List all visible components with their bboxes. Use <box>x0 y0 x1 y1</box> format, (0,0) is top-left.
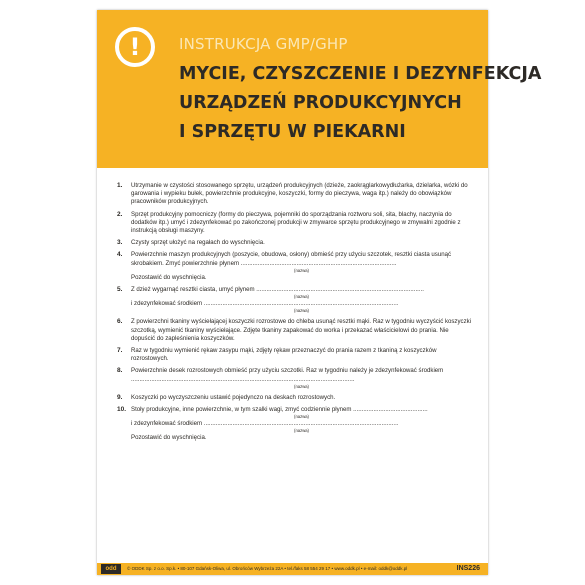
field-hint: (nazwa) <box>294 308 309 314</box>
list-item <box>117 182 472 207</box>
list-item <box>117 251 472 282</box>
item-text: i zdezynfekować środkiem ................................................................................................................... <box>131 300 399 308</box>
item-number: 8. <box>117 367 123 375</box>
item-number: 6. <box>117 318 123 326</box>
item-text: Powierzchnie desek rozrostowych obmieść przy użyciu szczotki. Raz w tygodniu należy je zdezynfekować środkiem .................................................................................................................................... <box>131 367 444 383</box>
instruction-sheet <box>97 10 542 575</box>
item-number: 1. <box>117 182 123 189</box>
list-item <box>117 394 472 402</box>
oddk-logo: odd <box>101 564 121 574</box>
list-item <box>117 318 472 343</box>
list-item <box>117 286 472 314</box>
exclamation-circle-icon: ! <box>115 27 155 67</box>
page-title <box>179 60 542 147</box>
item-text: Raz w tygodniu wymienić rękaw zasypu mąki, zdjęty rękaw przeznaczyć do prania razem z tkaniną z koszyczków rozrostowych. <box>131 347 437 363</box>
item-text: Czysty sprzęt ułożyć na regałach do wyschnięcia. <box>131 239 265 247</box>
item-text: Utrzymanie w czystości stosowanego sprzętu, urządzeń produkcyjnych (dzieże, zaokrąglarkowydłużarka, dzielarka, wózki do garowania i wypieku bułek, powierzchnie produkcyjne, koszyczki, formy do pieczywa, waga itp.) należy do obowiązków pracowników produkcyjnych. <box>131 182 468 206</box>
footer-text: © ODDK Sp. z o.o. Sp.k. • 80-107 Gdańsk-Oliwa, ul. Obrońców Wybrzeża 22A • tel./faks 58 554 29 17 • www.oddk.pl • e-mail: oddk@oddk.pl <box>127 566 408 571</box>
list-item <box>117 367 472 389</box>
item-number: 3. <box>117 239 123 247</box>
field-hint: (nazwa) <box>294 267 309 273</box>
item-text: Powierzchnie maszyn produkcyjnych (poszycie, obudowa, osłony) obmieść przy użyciu szczotek, resztki ciasta usunąć skrobakiem. Zmyć powierzchnie płynem ............................................................................................ <box>131 251 452 267</box>
field-hint: (nazwa) <box>294 428 309 434</box>
instruction-list <box>117 182 472 447</box>
list-item <box>117 239 472 247</box>
item-text: Stoły produkcyjne, inne powierzchnie, w tym szalki wagi, zmyć codziennie płynem ............................................ <box>131 406 428 414</box>
field-hint: (nazwa) <box>294 383 309 389</box>
header-banner <box>97 10 542 168</box>
title-line: MYCIE, CZYSZCZENIE I DEZYNFEKCJA <box>179 64 542 84</box>
item-number: 5. <box>117 286 123 294</box>
list-item <box>117 211 472 236</box>
item-text: Z powierzchni tkaniny wyściełającej koszyczki rozrostowe do chleba usunąć resztki mąki. Raz w tygodniu wyczyścić koszyczki szczotką, wymienić tkaniny wyściełające. Zdjęte tkaniny zapakować do worka i przekazać właścicielowi do prania. Nie dopuścić do zapleśnienia koszyczków. <box>131 318 472 342</box>
list-item <box>117 406 472 443</box>
item-text: Pozostawić do wyschnięcia. <box>131 434 207 442</box>
field-hint: (nazwa) <box>294 414 309 420</box>
title-line: URZĄDZEŃ PRODUKCYJNYCH <box>179 93 462 113</box>
list-item <box>117 347 472 363</box>
item-number: 10. <box>117 406 127 414</box>
footer-bar <box>97 563 488 575</box>
kicker: INSTRUKCJA GMP/GHP <box>179 35 348 53</box>
item-text: Sprzęt produkcyjny pomocniczy (formy do pieczywa, pojemniki do sporządzania roztworu soli, sita, blachy, naczynia do dodatków itp.) umyć i zdezynfekować po zakończonej produkcji w zmywarce sprzętu produkcyjnego w zmywalni zgodnie z instrukcją obsługi maszyny. <box>131 210 461 235</box>
document-code: INS226 <box>456 565 480 572</box>
item-text: i zdezynfekować środkiem ................................................................................................................... <box>131 420 399 428</box>
field-hint: (nazwa) <box>294 294 309 300</box>
item-text: Koszyczki po wyczyszczeniu ustawić pojedynczo na deskach rozrostowych. <box>131 393 336 401</box>
item-text: Z dzież wygarnąć resztki ciasta, umyć płynem ................................................................................................... <box>131 286 424 294</box>
item-number: 2. <box>117 210 123 218</box>
item-text: Pozostawić do wyschnięcia. <box>131 273 207 281</box>
item-number: 7. <box>117 347 123 355</box>
title-line: I SPRZĘTU W PIEKARNI <box>179 122 406 142</box>
item-number: 4. <box>117 251 123 259</box>
item-number: 9. <box>117 393 123 401</box>
